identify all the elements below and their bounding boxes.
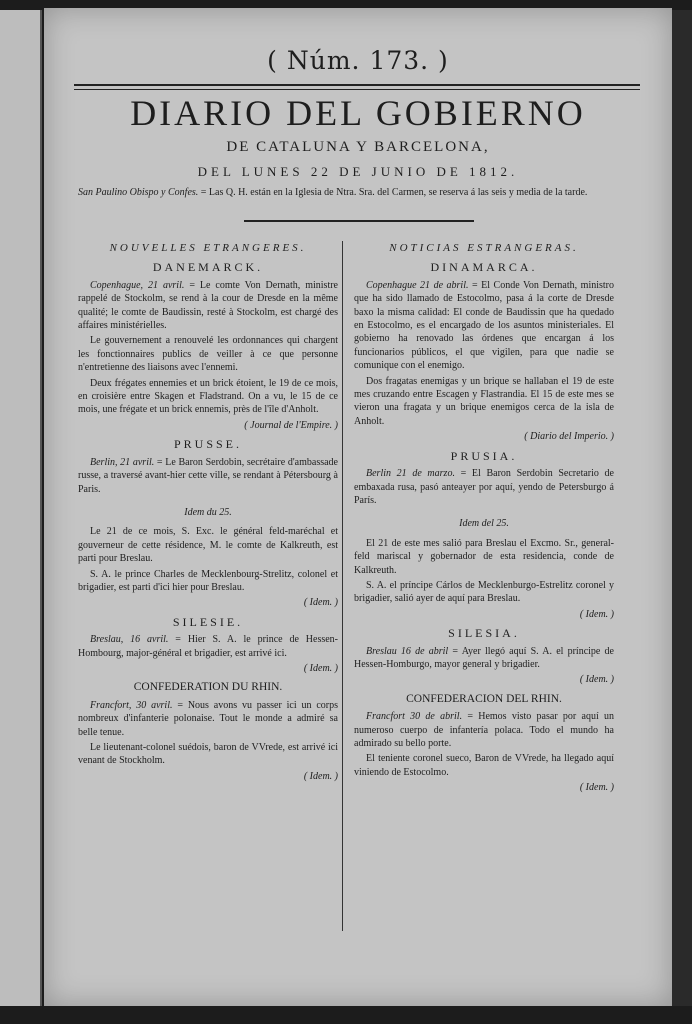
article-paragraph <box>354 645 614 672</box>
article-paragraph <box>78 525 338 565</box>
issue-number: ( Núm. 173. ) <box>267 46 449 75</box>
section-country: PRUSSE. <box>173 437 243 452</box>
article-paragraph <box>78 568 338 595</box>
article-text: = Le comte Von Dernath, ministre rappelé de Stockolm, se rend à la cour de Dresde en la même qualité; le comte de Baudissin, resté à Stockolm, est chargé des affaires ministérielles. <box>78 279 338 332</box>
article-text: El teniente coronel sueco, Baron de VVrede, ha llegado aquí viniendo de Estocolmo. <box>354 753 614 778</box>
section-country: SILESIA. <box>448 626 520 641</box>
article-text: El 21 de este mes salió para Breslau el Excmo. Sr., general-feld mariscal y gobernador de esta residencia, conde de Kalkreuth. <box>354 537 614 576</box>
article-text: Dos fragatas enemigas y un brique se hallaban el 19 de este mes cruzando entre Escagen y Flastrandia. El 15 de este mes se vieron una fragata y un brique enemigos cerca de la isla de Anholt. <box>354 375 614 427</box>
article-source: ( Idem. ) <box>303 770 338 782</box>
article-text: = El Conde Von Dernath, ministro que ha sido llamado de Estocolmo, pasa á la corte de Dresde baxo la misma calidad: El conde de Baudissin que ha quedado en Estocolmo, es el encargado de los asuntos ministeriales. El gobierno ha renovado las órdenes que encargan á los funcionarios públicos, el que vigilen, para que nadie se comunique con el enemigo. <box>354 279 614 372</box>
article-text: S. A. le prince Charles de Mecklenbourg-Strelitz, colonel et brigadier, est parti d'ici hier pour Breslau. <box>78 568 338 593</box>
section-country: CONFEDERACION DEL RHIN. <box>406 692 562 705</box>
section-country: DANEMARCK. <box>152 260 264 275</box>
top-rule <box>74 84 640 86</box>
article-text: = Nous avons vu passer ici un corps nombreux d'infanterie polonaise. Tout le monde a admiré sa belle tenue. <box>78 699 339 738</box>
article-source: ( Idem. ) <box>579 674 614 686</box>
article-paragraph <box>354 467 614 507</box>
column-divider <box>342 241 343 931</box>
article-text: = El Baron Serdobin Secretario de embaxada rusa, pasó anteayer por aquí, yendo de Petersburgo á París. <box>354 468 614 506</box>
saint-name: San Paulino Obispo y Confes. <box>78 187 199 198</box>
article-paragraph <box>354 579 614 606</box>
article-dateline: Copenhague, 21 avril. <box>90 279 185 291</box>
newspaper-page <box>44 8 672 1006</box>
article-paragraph <box>78 699 338 739</box>
article-text: Le gouvernement a renouvelé les ordonnances qui chargent les fonctionnaires publics de veiller à ce que personne n'entretienne des liaisons avec l'ennemi. <box>78 335 338 374</box>
newspaper-title: DIARIO DEL GOBIERNO <box>130 93 586 133</box>
article-paragraph <box>354 537 614 577</box>
column-heading: NOUVELLES ETRANGERES. <box>109 242 307 254</box>
article-text: = Ayer llegó aquí S. A. el príncipe de Hessen-Homburgo, mayor general y brigadier. <box>354 645 614 670</box>
article-paragraph <box>354 752 614 779</box>
french-column <box>78 242 338 789</box>
article-text: Le lieutenant-colonel suédois, baron de VVrede, est arrivé ici venant de Stockholm. <box>78 742 338 767</box>
article-paragraph <box>78 741 338 768</box>
article-paragraph <box>354 279 614 373</box>
article-text: = Le Baron Serdobin, secrétaire d'ambassade russe, a traversé avant-hier cette ville, se rendant à Pétersbourg à Paris. <box>78 456 338 495</box>
article-dateline: Berlin, 21 avril. <box>90 456 155 468</box>
article-dateline: Copenhague 21 de abril. <box>366 279 469 291</box>
idem-heading: Idem du 25. <box>184 506 232 518</box>
article-text: Le 21 de ce mois, S. Exc. le général feld-maréchal et gouverneur de cette résidence, M. le comte de Kalkreuth, est parti pour Breslau. <box>78 526 338 565</box>
article-paragraph <box>78 377 338 417</box>
issue-date: DEL LUNES 22 DE JUNIO DE 1812. <box>197 164 519 179</box>
section-country: PRUSIA. <box>450 448 518 463</box>
article-source: ( Idem. ) <box>303 662 338 674</box>
article-paragraph <box>354 375 614 429</box>
article-paragraph <box>78 456 338 496</box>
article-paragraph <box>78 279 338 333</box>
article-dateline: Francfort 30 de abril. <box>366 711 463 723</box>
header-divider <box>244 220 474 222</box>
section-country: SILESIE. <box>172 614 244 629</box>
spanish-column <box>354 242 614 801</box>
article-source: ( Idem. ) <box>579 608 614 620</box>
article-source: ( Journal de l'Empire. ) <box>244 419 338 431</box>
article-paragraph <box>78 334 338 374</box>
newspaper-subtitle: DE CATALUNA Y BARCELONA, <box>226 139 490 155</box>
section-country: DINAMARCA. <box>430 260 538 275</box>
top-rule-thin <box>74 89 640 90</box>
section-country: CONFEDERATION DU RHIN. <box>133 681 283 694</box>
idem-heading: Idem del 25. <box>459 518 509 530</box>
article-dateline: Berlin 21 de marzo. <box>366 468 455 480</box>
article-dateline: Breslau 16 de abril <box>366 645 449 657</box>
article-text: S. A. el príncipe Cárlos de Mecklenburgo-Estrelitz coronel y brigadier, salió ayer de aquí para Breslau. <box>354 579 614 605</box>
article-text: = Hier S. A. le prince de Hessen-Hombourg, major-général et brigadier, est arrivé ici. <box>78 634 338 659</box>
article-paragraph <box>354 710 614 750</box>
facing-page-edge <box>0 10 42 1006</box>
column-heading: NOTICIAS ESTRANGERAS. <box>389 242 579 254</box>
article-paragraph <box>78 633 338 660</box>
article-source: ( Idem. ) <box>579 782 614 794</box>
background-edge <box>672 10 692 1006</box>
article-text: = Hemos visto pasar por aquí un numeroso cuerpo de infantería polaca. Todo el mundo ha admirado su bello porte. <box>354 711 614 749</box>
article-dateline: Breslau, 16 avril. <box>90 634 169 646</box>
article-text: Deux frégates ennemies et un brick étoient, le 19 de ce mois, en croisière entre Skagen et Fladstrand. On a vu, le 15 de ce mois, une frégate et un brick ennemis, près de l'île d'Anholt. <box>78 377 338 416</box>
article-dateline: Francfort, 30 avril. <box>90 699 173 711</box>
saint-notice <box>78 186 638 200</box>
saint-text: = Las Q. H. están en la Iglesia de Ntra. Sra. del Carmen, se reserva á las seis y media de la tarde. <box>198 187 588 198</box>
article-source: ( Idem. ) <box>303 597 338 609</box>
article-source: ( Diario del Imperio. ) <box>524 431 614 443</box>
